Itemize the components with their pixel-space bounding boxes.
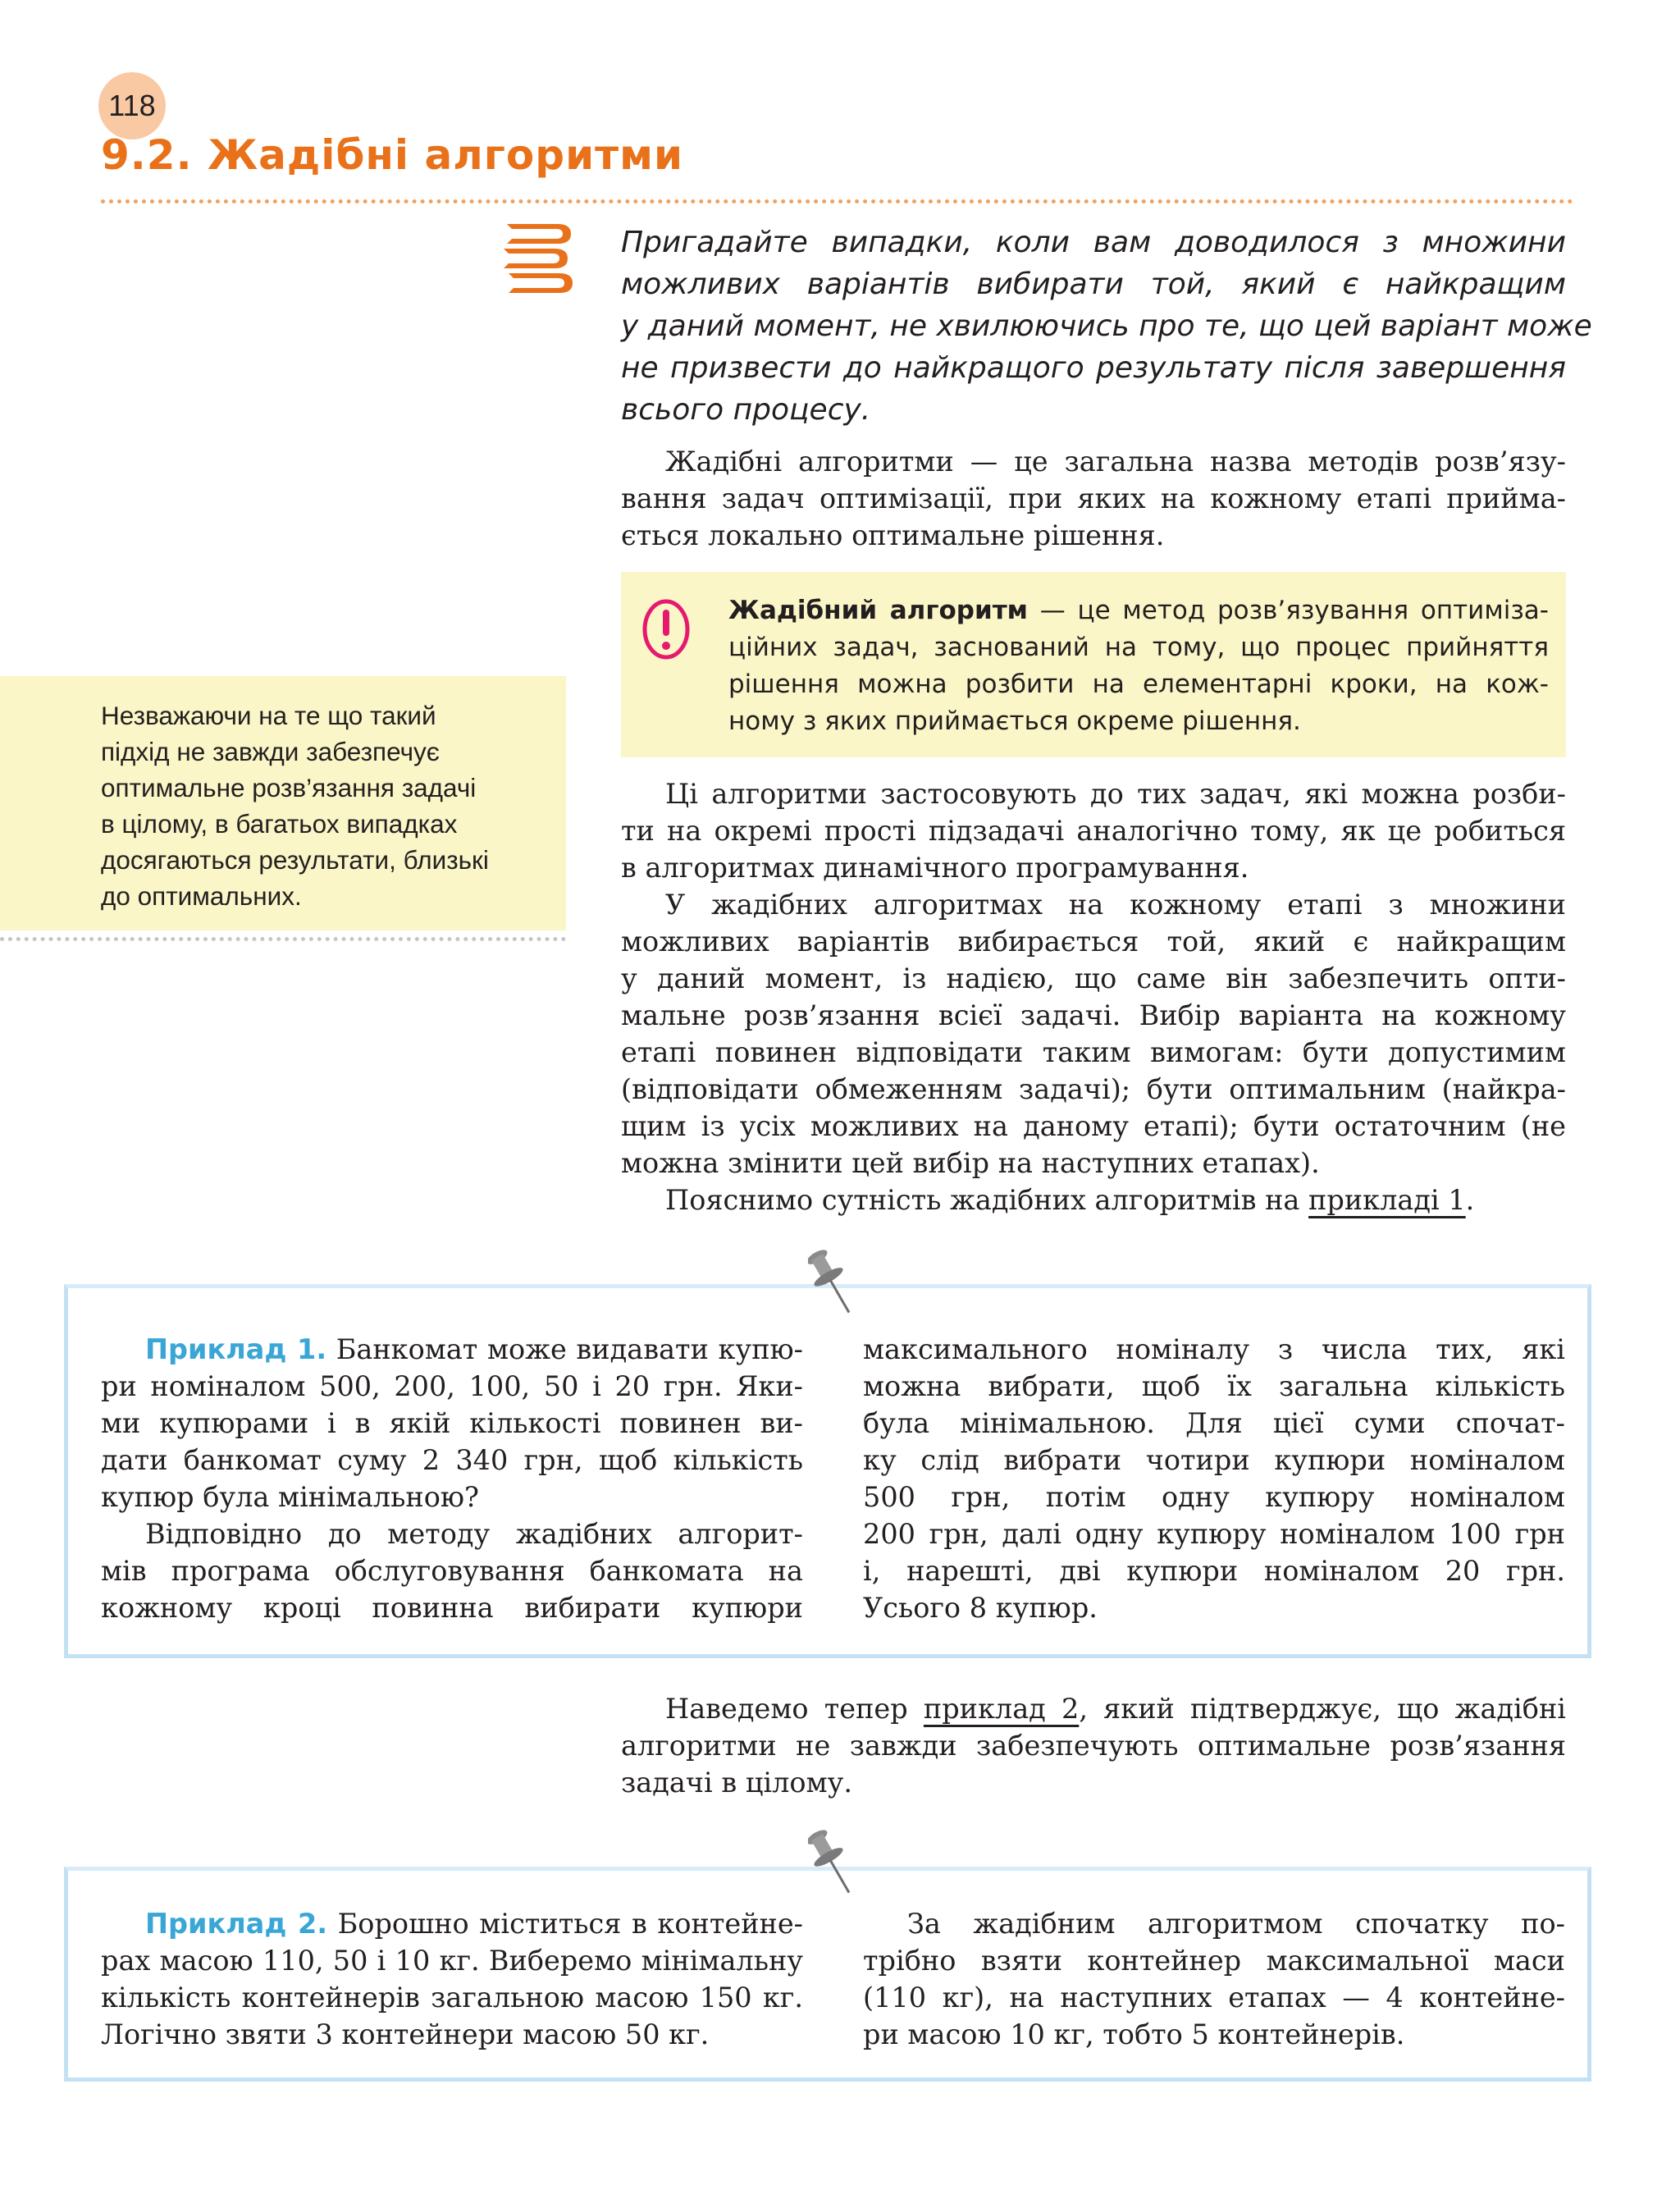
paragraph-line: вання задач оптимізації, при яких на кожному етапі прийма- bbox=[621, 482, 1566, 514]
example-line: 200 грн, далі одну купюру номіналом 100 грн bbox=[863, 1518, 1565, 1550]
example-line: можна вибрати, щоб їх загальна кількість bbox=[863, 1370, 1565, 1402]
intro-line: Пригадайте випадки, коли вам доводилося з множини bbox=[621, 226, 1566, 259]
paragraph-line bbox=[621, 1690, 1566, 1727]
paragraph-line: можливих варіантів вибирається той, який є найкращим bbox=[621, 926, 1566, 958]
example-line: і, нарешті, дві купюри номіналом 20 грн. bbox=[863, 1555, 1565, 1587]
paragraph-line: Ці алгоритми застосовують до тих задач, які можна розби- bbox=[665, 778, 1566, 810]
example-line: Відповідно до методу жадібних алгорит- bbox=[145, 1518, 803, 1550]
side-note-line: до оптимальних. bbox=[101, 881, 302, 911]
intro-line: не призвести до найкращого результату після завершення bbox=[621, 351, 1566, 385]
side-note-line: оптимальне розв’язання задачі bbox=[101, 773, 477, 802]
books-icon bbox=[500, 217, 582, 299]
example-line: (110 кг), на наступних етапах — 4 контейне- bbox=[863, 1982, 1565, 2014]
intro-line: можливих варіантів вибирати той, який є найкращим bbox=[621, 267, 1566, 301]
section-title: 9.2. Жадібні алгоритми bbox=[101, 131, 683, 179]
intro-line: всього процесу. bbox=[621, 393, 871, 427]
example-line: трібно взяти контейнер максимальної маси bbox=[863, 1945, 1565, 1977]
exclamation-icon bbox=[641, 597, 691, 662]
example-line: була мінімальною. Для цієї суми спочат- bbox=[863, 1407, 1565, 1439]
example-line: ми купюрами і в якій кількості повинен ви- bbox=[101, 1407, 803, 1439]
example-2-left-column bbox=[101, 1905, 803, 2053]
example-line: Усього 8 купюр. bbox=[863, 1592, 1098, 1624]
definition-line bbox=[728, 592, 1549, 629]
paragraph-line: в алгоритмах динамічного програмування. bbox=[621, 852, 1249, 884]
example-line: дати банкомат суму 2 340 грн, щоб кількість bbox=[101, 1444, 803, 1476]
example-line: 500 грн, потім одну купюру номіналом bbox=[863, 1481, 1565, 1513]
paragraph-definition-intro bbox=[621, 443, 1566, 554]
paragraph-line: У жадібних алгоритмах на кожному етапі з множини bbox=[665, 889, 1566, 921]
definition-line: рішення можна розбити на елементарні кроки, на кож- bbox=[728, 670, 1549, 699]
definition-text bbox=[728, 592, 1549, 740]
example-line bbox=[101, 1905, 803, 1942]
example-line: ри масою 10 кг, тобто 5 контейнерів. bbox=[863, 2018, 1405, 2050]
paragraph-text: , який підтверджує, що жадібні bbox=[1079, 1693, 1566, 1725]
example-1-right-column bbox=[863, 1331, 1565, 1626]
paragraph-line: мальне розв’язання всієї задачі. Вибір варіанта на кожному bbox=[621, 999, 1566, 1031]
example-line: мів програма обслуговування банкомата на bbox=[101, 1555, 803, 1587]
title-divider bbox=[101, 199, 1573, 203]
example-line-rest: Борошно міститься в контейне- bbox=[327, 1908, 804, 1940]
paragraph-line: Жадібні алгоритми — це загальна назва методів розв’язу- bbox=[665, 446, 1566, 478]
paragraph-line: алгоритми не завжди забезпечують оптимальне розв’язання bbox=[621, 1730, 1566, 1762]
intro-question bbox=[621, 222, 1592, 431]
paragraph-end: . bbox=[1465, 1184, 1475, 1216]
side-note-divider bbox=[0, 937, 566, 941]
definition-line: ційних задач, заснований на тому, що процес прийняття bbox=[728, 633, 1549, 662]
example-1-link[interactable]: прикладі 1 bbox=[1308, 1184, 1466, 1216]
example-2-link[interactable]: приклад 2 bbox=[923, 1693, 1080, 1725]
side-note-line: досягаються результати, близькі bbox=[101, 845, 489, 875]
example-line: кожному кроці повинна вибирати купюри bbox=[101, 1592, 803, 1624]
intro-line: у даний момент, не хвилюючись про те, що цей варіант може bbox=[621, 309, 1592, 343]
example-2-label: Приклад 2. bbox=[145, 1908, 328, 1940]
side-note-line: в цілому, в багатьох випадках bbox=[101, 809, 458, 839]
paragraph-requirements bbox=[621, 886, 1566, 1182]
paragraph-application bbox=[621, 775, 1566, 886]
example-line: Логічно звяти 3 контейнери масою 50 кг. bbox=[101, 2018, 710, 2050]
definition-term: Жадібний алгоритм bbox=[728, 596, 1029, 625]
pushpin-icon bbox=[808, 1823, 857, 1905]
example-line: ри номіналом 500, 200, 100, 50 і 20 грн. Яки- bbox=[101, 1370, 803, 1402]
example-line: купюр була мінімальною? bbox=[101, 1481, 480, 1513]
example-line bbox=[101, 1331, 803, 1368]
definition-line: ному з яких приймається окреме рішення. bbox=[728, 706, 1301, 736]
paragraph-line bbox=[621, 1182, 1566, 1218]
page-number: 118 bbox=[98, 72, 166, 139]
paragraph-text: Пояснимо сутність жадібних алгоритмів на bbox=[665, 1184, 1309, 1216]
paragraph-line: у даний момент, із надією, що саме він забезпечить опти- bbox=[621, 962, 1566, 994]
example-line-rest: Банкомат може видавати купю- bbox=[326, 1333, 804, 1365]
paragraph-text: Наведемо тепер bbox=[665, 1693, 924, 1725]
paragraph-line: можна змінити цей вибір на наступних етапах). bbox=[621, 1147, 1320, 1179]
example-line: рах масою 110, 50 і 10 кг. Виберемо мінімальну bbox=[101, 1945, 803, 1977]
paragraph-line: (відповідати обмеженням задачі); бути оптимальним (найкра- bbox=[621, 1073, 1566, 1105]
paragraph-line: ється локально оптимальне рішення. bbox=[621, 519, 1165, 551]
definition-line-rest: — це метод розв’язування оптиміза- bbox=[1028, 596, 1549, 625]
side-note-line: підхід не завжди забезпечує bbox=[101, 737, 440, 766]
paragraph-line: етапі повинен відповідати таким вимогам: бути допустимим bbox=[621, 1036, 1566, 1068]
pushpin-icon bbox=[808, 1243, 857, 1325]
side-note-text bbox=[101, 697, 527, 914]
paragraph-line: ти на окремі прості підзадачі аналогічно тому, як це робиться bbox=[621, 815, 1566, 847]
example-1-label: Приклад 1. bbox=[145, 1333, 327, 1365]
example-2-right-column bbox=[863, 1905, 1565, 2053]
paragraph-example-ref bbox=[621, 1182, 1566, 1218]
example-line: максимального номіналу з числа тих, які bbox=[863, 1333, 1565, 1365]
paragraph-example-2-ref bbox=[621, 1690, 1566, 1801]
example-1-left-column bbox=[101, 1331, 803, 1626]
side-note-line: Незважаючи на те що такий bbox=[101, 701, 436, 730]
paragraph-line: щим із усіх можливих на даному етапі); бути остаточним (не bbox=[621, 1110, 1566, 1142]
example-line: кількість контейнерів загальною масою 150 кг. bbox=[101, 1982, 803, 2014]
paragraph-line: задачі в цілому. bbox=[621, 1767, 852, 1799]
example-line: ку слід вибрати чотири купюри номіналом bbox=[863, 1444, 1565, 1476]
example-line: За жадібним алгоритмом спочатку по- bbox=[907, 1908, 1565, 1940]
